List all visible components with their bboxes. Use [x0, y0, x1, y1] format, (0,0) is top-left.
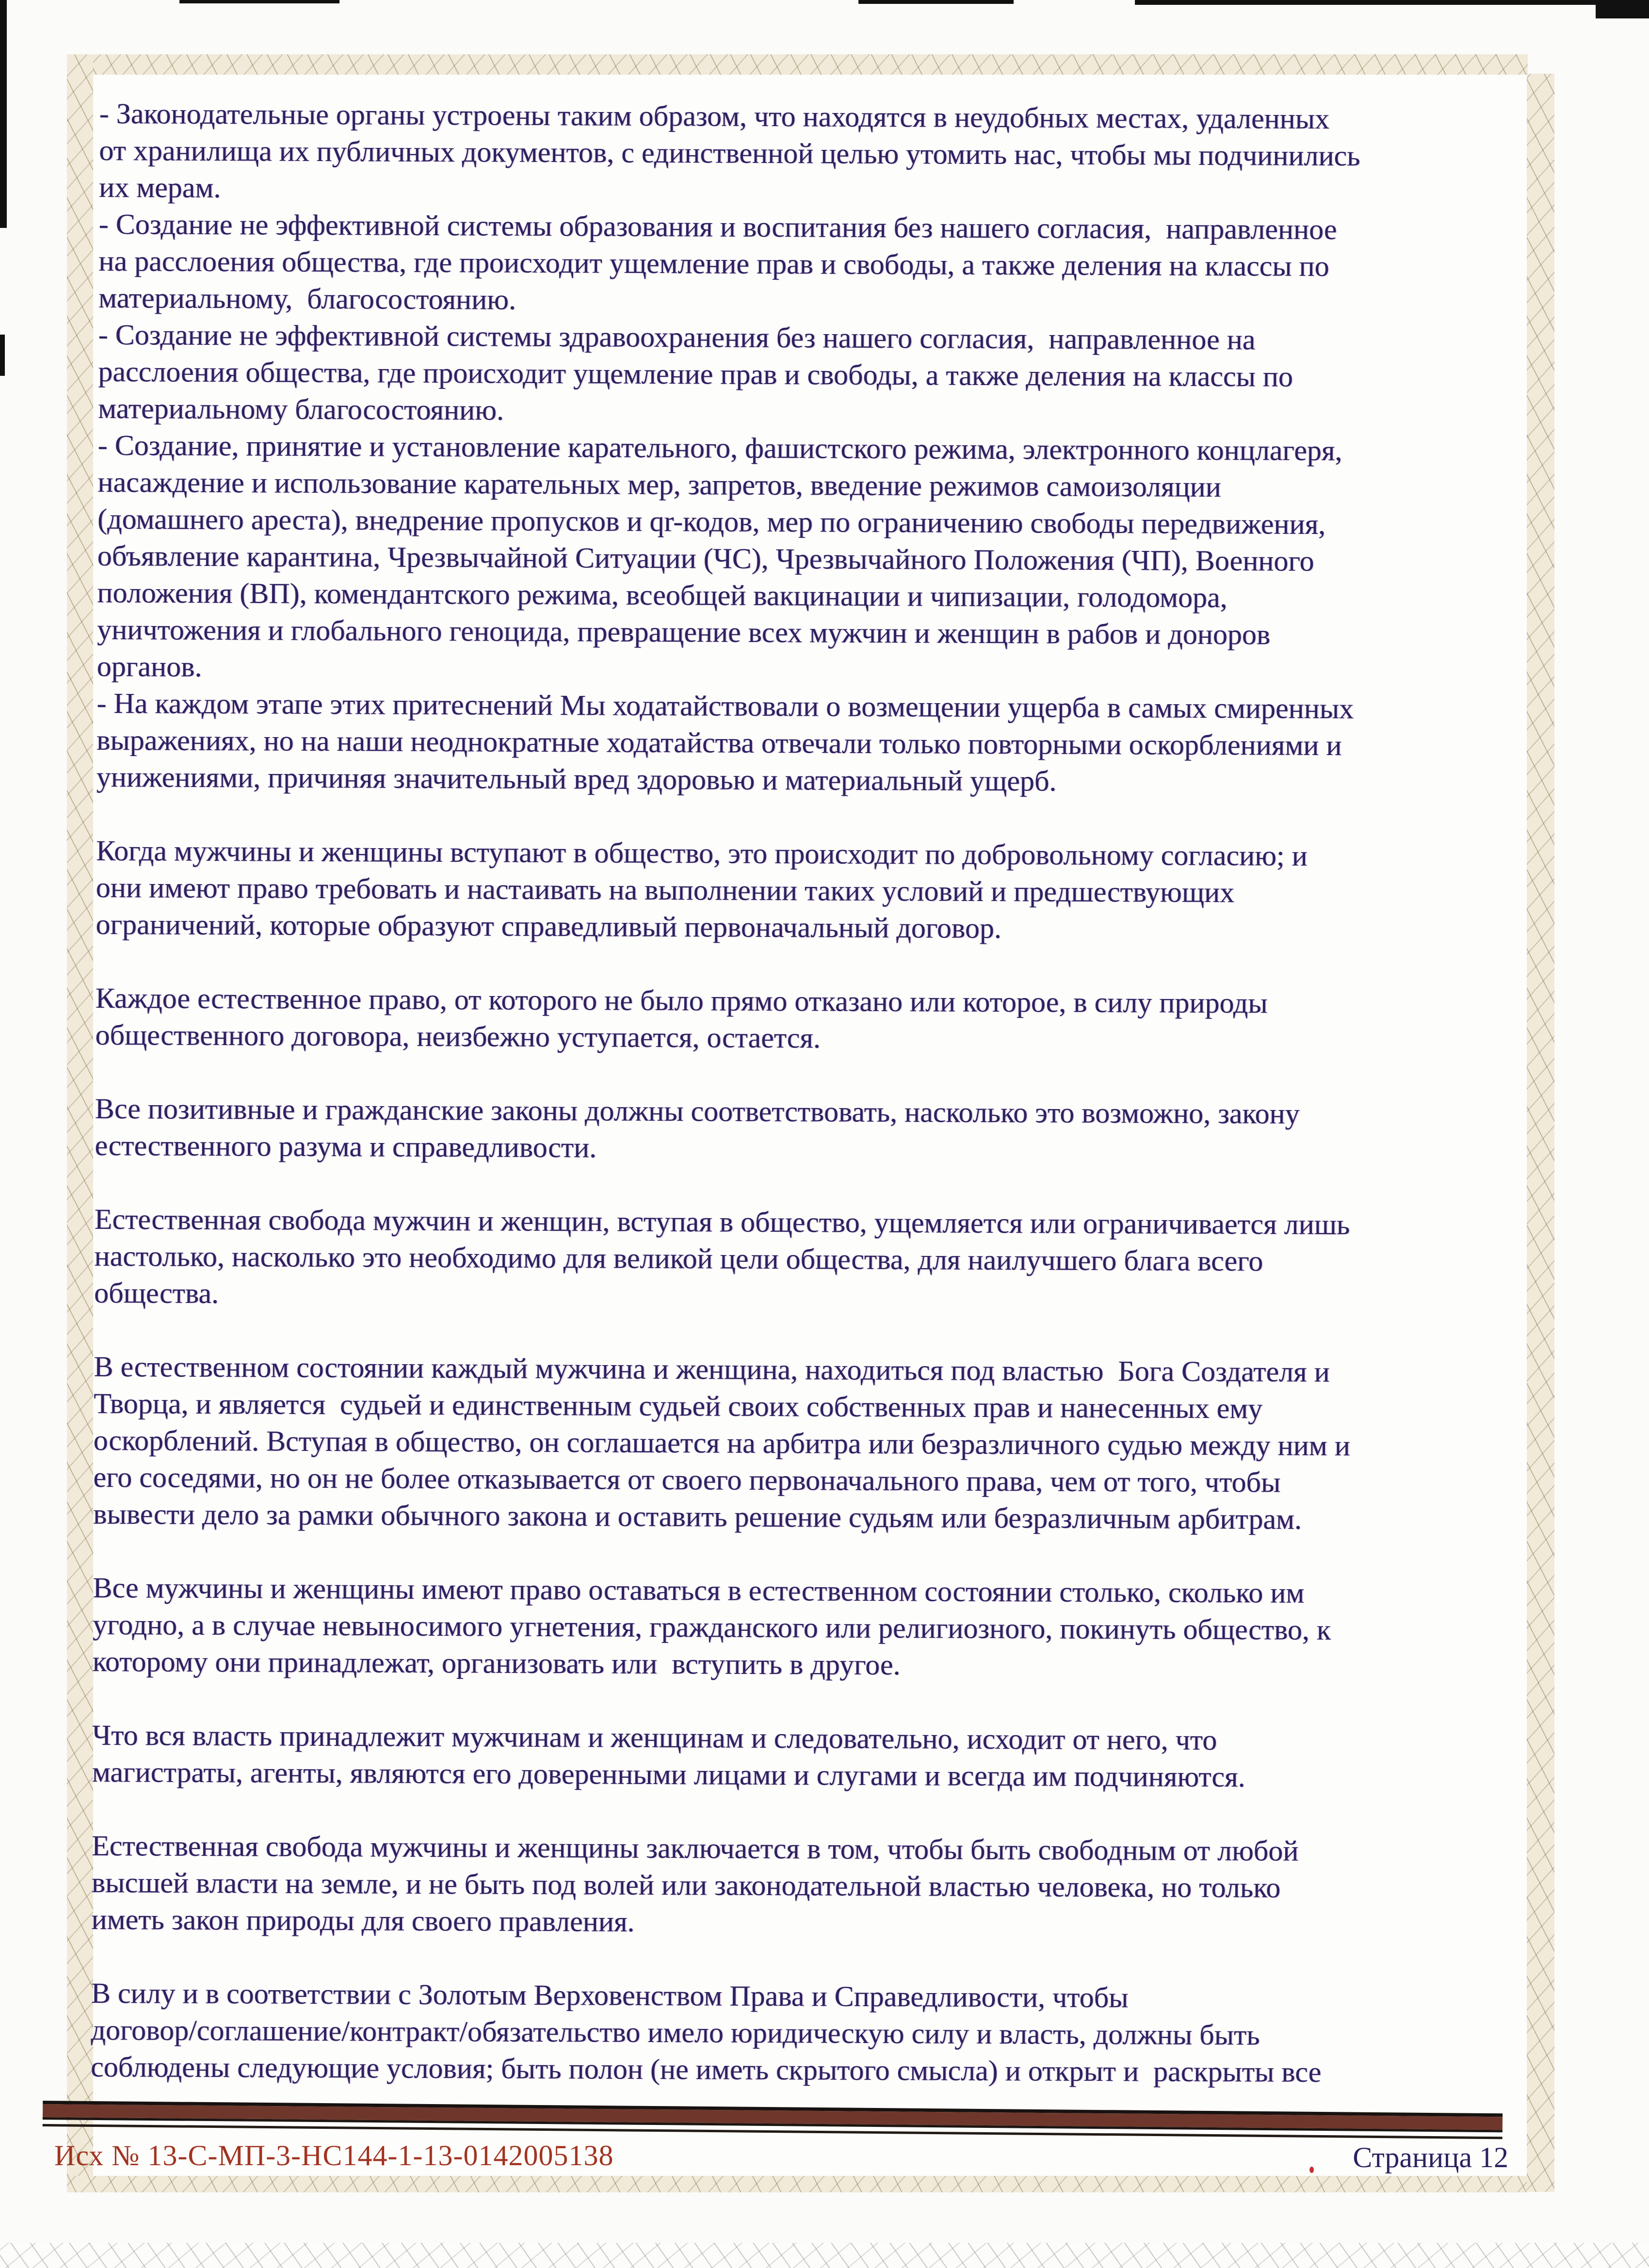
body-text-line: угодно, а в случае невыносимого угнетения, гражданского или религиозного, покинуть общество, к — [93, 1608, 1331, 1646]
scan-border-left — [67, 54, 93, 2192]
scan-border-right — [1527, 74, 1554, 2192]
scan-artifact-top-right-block — [1596, 0, 1649, 18]
body-text-line: Все позитивные и гражданские законы должны соответствовать, насколько это возможно, закону — [95, 1092, 1300, 1130]
body-text-line: насаждение и использование карательных мер, запретов, введение режимов самоизоляции — [97, 466, 1221, 503]
body-text-line — [95, 1164, 1516, 1207]
document-body — [91, 95, 1520, 2091]
scan-artifact-left-mark — [0, 335, 5, 376]
body-text-line: - Создание, принятие и установление карательного, фашистского режима, электронного концлагеря, — [97, 429, 1342, 467]
scan-bottom-edge-texture — [0, 2243, 1649, 2268]
body-text-line — [93, 1532, 1514, 1576]
body-text-line — [92, 1790, 1513, 1834]
body-text-line: вывести дело за рамки обычного закона и оставить решение судьям или безразличным арбитрам. — [93, 1497, 1302, 1535]
scan-artifact-top-line — [1135, 0, 1649, 5]
body-text-line: их мерам. — [99, 171, 221, 204]
body-text-line: Все мужчины и женщины имеют право оставаться в естественном состоянии столько, сколько им — [93, 1571, 1305, 1609]
scan-border-bottom — [67, 2176, 1527, 2192]
body-text-line: договор/соглашение/контракт/обязательство имело юридическую силу и власть, должны быть — [91, 2013, 1260, 2051]
body-text-line: настолько, насколько это необходимо для великой цели общества, для наилучшего блага всего — [94, 1239, 1263, 1277]
scan-artifact-left-bar — [0, 0, 7, 228]
body-text-line: объявление карантина, Чрезвычайной Ситуации (ЧС), Чрезвычайного Положения (ЧП), Военного — [97, 539, 1314, 577]
body-text-line: Творца, и является судьей и единственным судьей своих собственных прав и нанесенных ему — [94, 1387, 1263, 1425]
body-text-line: положения (ВП), комендантского режима, всеобщей вакцинации и чипизации, голодомора, — [97, 576, 1228, 614]
body-text-line: Каждое естественное право, от которого не было прямо отказано или которое, в силу природы — [95, 981, 1268, 1019]
body-text-line: (домашнего ареста), внедрение пропусков и qr-кодов, мер по ограничению свободы передвижения, — [97, 502, 1326, 541]
body-text-line: высшей власти на земле, и не быть под волей или законодательной властью человека, но только — [91, 1866, 1281, 1904]
body-text-line — [94, 1311, 1515, 1354]
body-text-line: расслоения общества, где происходит ущемление прав и свободы, а также деления на классы по — [98, 355, 1293, 393]
body-text-line: Естественная свобода мужчин и женщин, вступая в общество, ущемляется или ограничивается лишь — [94, 1203, 1350, 1241]
body-text-line: общества. — [94, 1276, 219, 1310]
body-text-line: на расслоения общества, где происходит ущемление прав и свободы, а также деления на классы по — [98, 244, 1329, 283]
body-text-line — [95, 1053, 1516, 1096]
body-text-line — [92, 1680, 1513, 1723]
body-text-line: естественного разума и справедливости. — [95, 1129, 597, 1164]
scan-artifact-top-dash-2 — [858, 0, 1014, 4]
body-text-line: иметь закон природы для своего правления. — [91, 1903, 635, 1938]
body-text-line: его соседями, но он не более отказывается от своего первоначального права, чем от того, чтобы — [93, 1461, 1281, 1498]
body-text-line: от хранилища их публичных документов, с единственной целью утомить нас, чтобы мы подчинились — [99, 134, 1360, 172]
body-text-line: Когда мужчины и женщины вступают в общество, это происходит по добровольному согласию; и — [96, 834, 1308, 872]
body-text-line: В силу и в соответствии с Золотым Верховенством Права и Справедливости, чтобы — [91, 1977, 1129, 2014]
body-text-line — [91, 1938, 1512, 1981]
body-text-line: соблюдены следующие условия; быть полон (не иметь скрытого смысла) и открыт и раскрыты все — [91, 2050, 1322, 2089]
body-text-line: - Законодательные органы устроены таким образом, что находятся в неудобных местах, удаленных — [99, 97, 1330, 135]
body-text-line: - Создание не эффективной системы здравоохранения без нашего согласия, направленное на — [98, 318, 1256, 356]
body-text-line: материальному, благосостоянию. — [98, 281, 517, 316]
body-text-line: уничтожения и глобального геноцида, превращение всех мужчин и женщин в рабов и доноров — [97, 613, 1271, 651]
red-ink-speck — [1310, 2167, 1314, 2173]
body-text-line: унижениями, причиняя значительный вред здоровью и материальный ущерб. — [96, 760, 1057, 797]
body-text-line: Что вся власть принадлежит мужчинам и женщинам и следовательно, исходит от него, что — [92, 1719, 1217, 1756]
body-text-line: магистраты, агенты, являются его доверенными лицами и слугами и всегда им подчиняются. — [92, 1755, 1245, 1793]
body-text-line: - Создание не эффективной системы образования и воспитания без нашего согласия, направленное — [98, 208, 1337, 246]
body-text-line: которому они принадлежат, организовать или вступить в другое. — [92, 1645, 901, 1681]
scan-border-top — [67, 54, 1528, 75]
outgoing-reference-number: Исх № 13-С-МП-3-НС144-1-13-0142005138 — [54, 2139, 614, 2171]
scan-artifact-top-dash-1 — [179, 0, 340, 3]
body-text-line: В естественном состоянии каждый мужчина и женщина, находиться под властью Бога Создателя и — [94, 1350, 1330, 1388]
body-text-line: материальному благосостоянию. — [98, 392, 504, 426]
body-text-line: оскорблений. Вступая в общество, он соглашается на арбитра или безразличного судью между ним и — [93, 1424, 1351, 1462]
body-text-line: ограничений, которые образуют справедливый первоначальный договор. — [96, 908, 1002, 945]
body-text-line — [96, 795, 1517, 838]
body-text-line: они имеют право требовать и настаивать на выполнении таких условий и предшествующих — [96, 871, 1235, 909]
body-text-line: общественного договора, неизбежно уступается, остается. — [95, 1018, 821, 1054]
body-text-line: органов. — [97, 650, 202, 683]
page-number-label: Страница 12 — [1353, 2141, 1508, 2173]
body-text-line — [96, 943, 1517, 986]
body-text-line: Естественная свобода мужчины и женщины заключается в том, чтобы быть свободным от любой — [92, 1829, 1299, 1867]
body-text-line: - На каждом этапе этих притеснений Мы ходатайствовали о возмещении ущерба в самых смиренных — [97, 687, 1354, 725]
body-text-line: выражениях, но на наши неоднократные ходатайства отвечали только повторными оскорблениями и — [97, 724, 1342, 762]
